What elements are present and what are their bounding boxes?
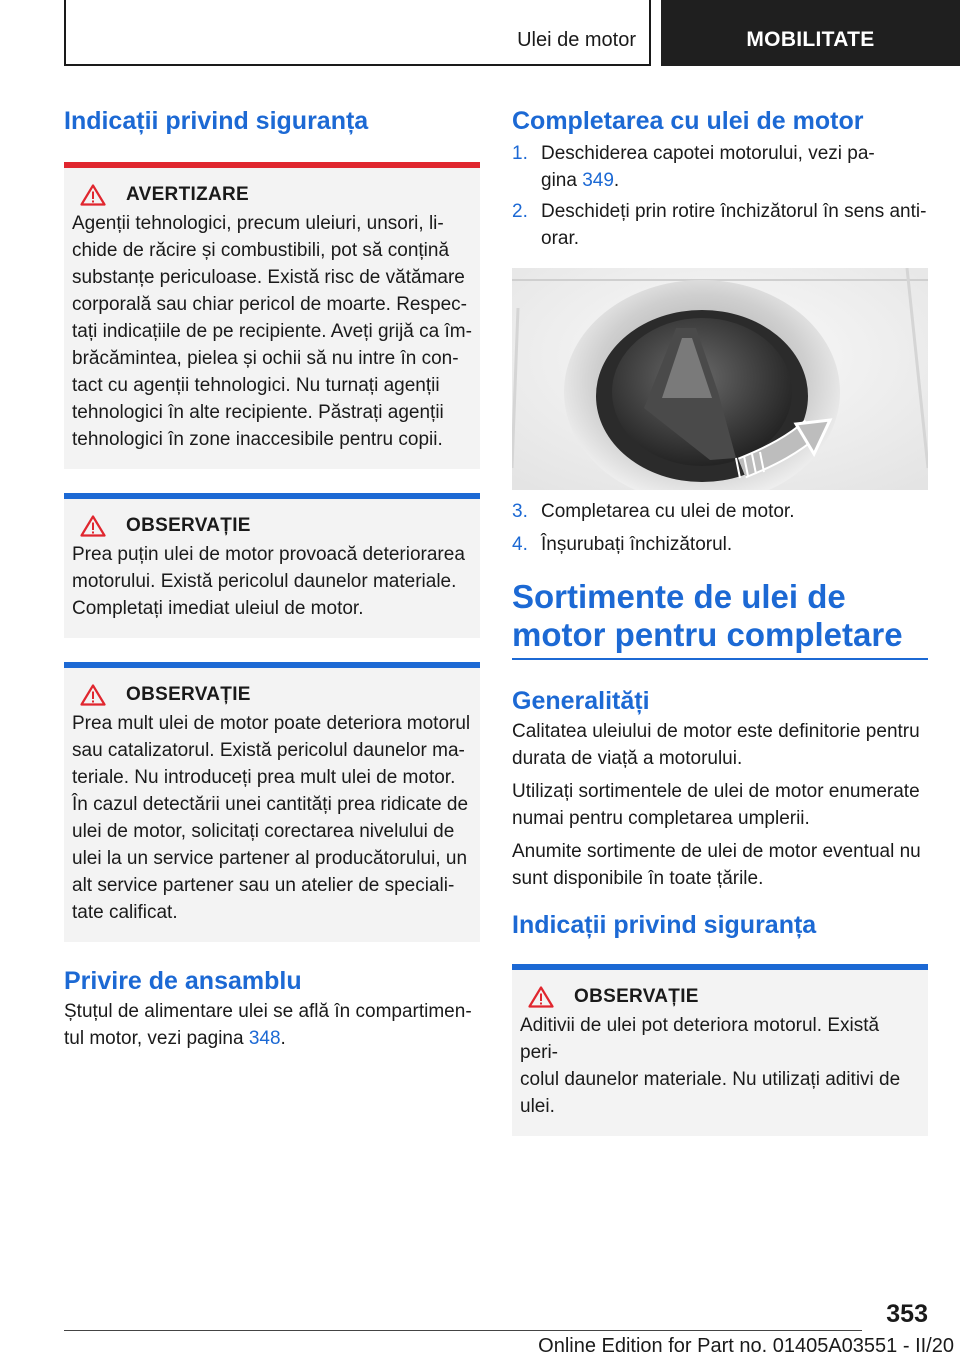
header-rule-left <box>64 0 66 66</box>
page-link-348[interactable]: 348 <box>248 1028 281 1049</box>
left-column <box>64 100 480 1052</box>
footer-edition: Online Edition for Part no. 01405A03551 - II/20 <box>538 1335 954 1357</box>
header-section-title: Ulei de motor <box>517 29 636 51</box>
notice-title: OBSERVAȚIE <box>126 515 251 536</box>
list-item <box>512 531 928 558</box>
header-chapter-tab: MOBILITATE <box>661 0 960 66</box>
notice-bar <box>512 964 928 970</box>
safety-heading: Indicații privind siguranța <box>64 107 369 135</box>
step-number: 1. <box>512 143 528 164</box>
notice-box-1 <box>64 493 480 638</box>
warning-text: Agenții tehnologici, precum uleiuri, unsori, li- chide de răcire și combustibili, pot să conțină substanțe periculoase. Există risc de vătămare corporală sau chiar pericol de moarte. Respec- tați indicațiile de pe recipiente. Aveți grijă ca îm- brăcămintea, pielea și ochii să nu intre în con- tact cu agenții tehnologici. Nu turnați agenții tehnologici în alte recipiente. Păstrați agenții tehnologici în zone inaccesibile pentru copii. <box>72 213 472 450</box>
notice-box-2 <box>64 662 480 942</box>
warning-bar <box>64 162 480 168</box>
step-number: 3. <box>512 501 528 522</box>
general-paragraph-1: Calitatea uleiului de motor este definitorie pentru durata de viață a motorului. <box>512 721 920 769</box>
notice-bar <box>64 662 480 668</box>
list-item <box>512 140 928 194</box>
page-link-349[interactable]: 349 <box>582 170 614 191</box>
safety-heading-right: Indicații privind siguranța <box>512 911 817 939</box>
types-heading-rule <box>512 658 928 660</box>
overview-text <box>64 998 480 1052</box>
step-text-end: . <box>613 170 620 191</box>
notice-triangle-icon <box>80 684 106 706</box>
step-number: 2. <box>512 201 528 222</box>
notice-text: Aditivii de ulei pot deteriora motorul. Există peri- colul daunelor materiale. Nu utilizați aditivi de ulei. <box>520 1015 901 1117</box>
general-paragraph-3: Anumite sortimente de ulei de motor eventual nu sunt disponibile în toate țările. <box>512 841 921 889</box>
notice-triangle-icon <box>80 515 106 537</box>
general-paragraph-2: Utilizați sortimentele de ulei de motor enumerate numai pentru completarea umplerii. <box>512 781 920 829</box>
list-item <box>512 498 928 525</box>
step-text-body: Deschiderea capotei motorului, vezi pa- gina <box>541 143 875 191</box>
footer-rule <box>64 1330 862 1331</box>
step-text: Înșurubați închizătorul. <box>541 534 733 555</box>
fill-heading: Completarea cu ulei de motor <box>512 107 864 135</box>
types-heading: Sortimente de ulei de motor pentru completare <box>512 578 903 653</box>
steps-list-a <box>512 140 928 252</box>
notice-title: OBSERVAȚIE <box>126 684 251 705</box>
notice-title: OBSERVAȚIE <box>574 986 699 1007</box>
notice-text: Prea mult ulei de motor poate deteriora motorul sau catalizatorul. Există pericolul daunelor ma- teriale. Nu introduceți prea mult ulei de motor. În cazul detectării unei cantități prea ridicate de ulei de motor, solicitați corectarea nivelului de ulei la un service partener al producătorului, un alt service partener sau un atelier de speciali- tate calificat. <box>72 713 471 923</box>
right-column <box>512 100 928 1136</box>
header-rule-bottom <box>64 64 651 66</box>
overview-text-end: . <box>280 1028 286 1049</box>
steps-list-b <box>512 498 928 558</box>
general-heading: Generalități <box>512 687 650 715</box>
page-number: 353 <box>886 1300 928 1328</box>
notice-box-3 <box>512 964 928 1136</box>
warning-box <box>64 162 480 469</box>
warning-triangle-icon <box>80 184 106 206</box>
header-rule-right <box>649 0 651 66</box>
overview-text-body: Ștuțul de alimentare ulei se află în compartimen- tul motor, vezi pagina <box>64 1001 472 1049</box>
overview-heading: Privire de ansamblu <box>64 967 302 995</box>
list-item <box>512 198 928 252</box>
oil-filler-cap-photo <box>512 268 928 490</box>
warning-title: AVERTIZARE <box>126 184 249 205</box>
step-number: 4. <box>512 534 528 555</box>
step-text: Deschideți prin rotire închizătorul în sens anti- orar. <box>541 201 927 249</box>
step-text: Completarea cu ulei de motor. <box>541 501 795 522</box>
notice-bar <box>64 493 480 499</box>
notice-triangle-icon <box>528 986 554 1008</box>
step-text <box>541 140 875 194</box>
notice-text: Prea puțin ulei de motor provoacă deteriorarea motorului. Există pericolul daunelor materiale. Completați imediat uleiul de motor. <box>72 544 465 619</box>
